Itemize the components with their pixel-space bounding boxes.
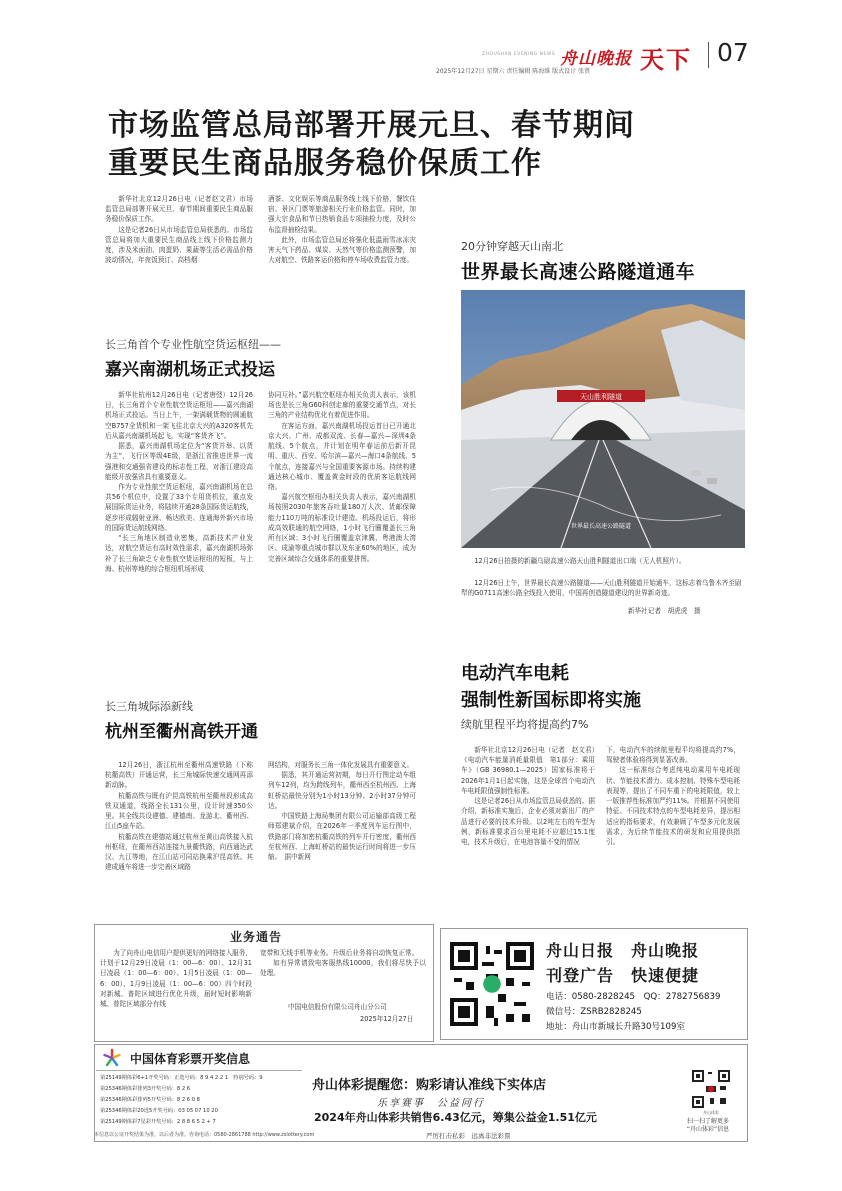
lead-headline (108, 107, 635, 183)
lottery-slogan-1: 舟山体彩提醒您：购彩请认准线下实体店 (312, 1078, 547, 1093)
qr-pattern (690, 1068, 732, 1110)
jiaxing-body-col2 (268, 390, 416, 564)
lottery-qr-caption: 扫一扫了解更多 “舟山体彩”信息 (686, 1118, 730, 1134)
notice-body-col2 (260, 948, 426, 979)
ev-body-col2 (606, 745, 740, 847)
lead-headline-line2: 重要民生商品服务稳价保质工作 (108, 146, 542, 181)
paragraph: 新华社杭州12月26日电（记者唐弢）12月26日，长三角首个专业性航空货运枢纽——嘉兴南湖机场正式投运。当日上午，一架满载货物的圆通航空B757全货机和一架飞往北京大兴的A320客机先后从嘉兴南湖机场起飞，实现“客货齐飞”。 (105, 391, 253, 440)
notice-signer: 中国电信股份有限公司舟山分公司 (288, 1003, 387, 1011)
hangzhou-body-col2 (268, 760, 416, 862)
tunnel-caption-1: 12月26日拍摄的新疆乌尉高速公路天山胜利隧道出口端（无人机照片）。 (474, 557, 686, 565)
ev-headline-line2: 强制性新国标即将实施 (461, 690, 641, 711)
qr-code-icon[interactable] (446, 938, 538, 1030)
notice-date: 2025年12月27日 (360, 1015, 414, 1023)
paragraph: 杭衢高铁在建德站通过杭州至黄山高铁接入杭州枢纽，在衢州西站连接九景衢铁路，向西通达武汉、九江等地，在江山站可同站换乘沪昆高铁。其建成通车将进一步完善区域路 (105, 832, 253, 872)
tunnel-caption-2: 12月26日上午，世界最长高速公路隧道——天山胜利隧道开始通车，这标志着乌鲁木齐至尉犁的G0711高速公路全线投入使用，中国再创造隧道建设的世界新奇迹。 (461, 579, 742, 598)
paragraph: 这一标准综合考虑纯电动乘用车电耗现状、节能技术潜力、成本控制、特殊车型电耗表现等，提出了不同车重下的电耗限值，较上一版推荐性标准加严约11%。并根据不同使用特征、不同技术特点的车型电耗差异，提出相适应的指标要求，有效兼顾了车型多元化发展需求，为后续节能技术的研发和应用提供指引。 (606, 766, 740, 846)
ad-phone: 电话：0580-2828245 QQ：2782756839 (546, 992, 721, 1002)
notice-body-col1: 为了向舟山电信用户提供更好的网络接入服务，计划于12月29日凌晨（1：00—6：00）、12月31日凌晨（1：00—6：00）、1月5日凌晨（1：00—6：00）、1月9日凌晨（1：00—6：00）四个时段对新城、普陀区域进行优化升级，届时短时影响新城、普陀区域部分有线 (100, 949, 252, 1009)
lottery-slogan-2: 乐享赛事 公益同行 (377, 1098, 485, 1109)
paragraph: 网结构，对服务长三角一体化发展具有重要意义。 (268, 761, 414, 769)
paragraph: 下，电动汽车的续航里程平均将提高约7%，驾驶者体验将得到显著改善。 (606, 746, 740, 765)
masthead-logo: 舟山晚报 (560, 49, 632, 69)
paragraph: 协同互补。”嘉兴航空枢纽办相关负责人表示，该机场也是长三角G60科创走廊的重要交通节点，对长三角的产业结构优化有着促进作用。 (268, 391, 416, 420)
paragraph: 据悉，其开通运营初期，每日开行图定动车组列车12列，均为跨线列车，衢州西至杭州西、上海虹桥站最快分别为1小时13分钟、2小时37分钟可达。 (268, 771, 416, 810)
tunnel-photo (461, 290, 745, 548)
ev-subtitle: 续航里程平均将提高约7% (461, 718, 589, 731)
hangzhou-kicker: 长三角城际添新线 (105, 700, 193, 713)
lottery-result: 第25346期体彩排列3开奖号码：8 2 6 (100, 1086, 191, 1092)
paragraph: 酒茶、文化娱乐等商品服务线上线下价格，餐饮住宿、景区门票等旅游相关行业价格监管。同时，加强大宗食品和节日热销食品专项抽检力度，及时公布监督抽检结果。 (268, 195, 416, 234)
paragraph: 嘉兴航空枢纽办相关负责人表示，嘉兴南湖机场按照2030年旅客吞吐量180万人次、货邮保障能力110万吨的标准设计建造。机场投运后，将形成高效联通的航空网络，1小时飞行圈覆盖长三角所有区域；3小时飞行圈覆盖京津冀、粤港澳大湾区、成渝等重点城市群以及东亚60%的地区，成为完善区域综合交通体系的重要拼图。 (268, 493, 416, 563)
ad-wechat: 微信号：ZSRB2828245 (546, 1007, 642, 1017)
jiaxing-headline: 嘉兴南湖机场正式投运 (105, 360, 275, 380)
lottery-result: 第25346期体彩20选5开奖号码：03 05 07 10 20 (100, 1108, 218, 1114)
lottery-qr-tag: 舟山体彩 (703, 1110, 719, 1115)
jiaxing-body-col1 (105, 390, 253, 574)
tunnel-headline: 世界最长高速公路隧道通车 (461, 261, 696, 283)
paragraph: 中国铁路上海局集团有限公司运输部高级工程师郑建斌介绍，在2026年一季度列车运行图中，铁路部门将加密杭衢高铁的列车开行密度，衢州西至杭州西、上海虹桥站的最快运行时间将进一步压缩。 据中新网 (268, 812, 416, 861)
tunnel-banner-text: 世界最长高速公路隧道 (570, 523, 632, 530)
paragraph: 新华社北京12月26日电（记者 赵文君）《电动汽车能量消耗量限值 第1部分：乘用车》（GB 36980.1—2025）国家标准将于2026年1月1日起实施，这是全球首个电动汽车电耗限值强制性标准。 (461, 746, 595, 795)
paragraph: 作为专业性航空货运枢纽，嘉兴南湖机场在总共56个机位中，设置了33个专用货机位，重点发展国际货运业务，将陆续开通28条国际货运航线，逐步形成辐射亚洲、畅达欧美、连通海外新兴市场的国际货运航线网络。 (105, 482, 253, 532)
paragraph: 在客运方面，嘉兴南湖机场投运首日已开通北京大兴、广州、成都双流、长春—嘉兴—深圳4条航线、5个航点，并计划在明年春运前后新开昆明、重庆、西安、哈尔滨—嘉兴—海口4条航线、5个航点，连接嘉兴与全国重要客源市场。持续构建通达核心城市、覆盖黄金时段的优质客运航线网络。 (268, 421, 416, 491)
lottery-title: 中国体育彩票开奖信息 (130, 1052, 251, 1066)
ev-headline (461, 660, 641, 714)
ev-headline-line1: 电动汽车电耗 (461, 663, 569, 684)
lead-body-col1 (105, 194, 253, 266)
lottery-result: 第25149期体彩6+1开奖号码：正选号码：8 9 4 2 2 1 特别号码：9 (100, 1075, 263, 1081)
ad-headline-1: 舟山日报 舟山晚报 (546, 941, 700, 960)
lottery-slogan-4: 严厉打击私彩 远离非法彩票 (426, 1132, 511, 1140)
divider (708, 42, 709, 68)
hangzhou-body-col1 (105, 760, 253, 872)
paragraph: 这是记者26日从市场监管总局获悉的。市场监管总局将加大重要民生商品线上线下价格监测力度，涉及米面油、肉蛋奶、果蔬等生活必需品价格波动情况，年夜饭预订、高档烟 (105, 225, 253, 265)
divider (96, 1070, 302, 1071)
tunnel-credit: 新华社记者 胡虎虎 摄 (628, 607, 701, 615)
lottery-qr-icon[interactable] (690, 1068, 732, 1110)
paragraph: “长三角地区制造业密集，高新技术产业发达，对航空货运有高时效性需求，嘉兴南湖机场弥补了长三角缺乏专业性航空货运枢纽的短板，与上海、杭州等地的综合枢纽机场形成 (105, 534, 253, 573)
paragraph: 这是记者26日从市场监管总局获悉的。据介绍，新标准实施后，企业必须对新出厂的产品进行必要的技术升级。以2吨左右的车型为例，新标准要求百公里电耗不应超过15.1度电，技术升级后，在电池容量不变的情况 (461, 797, 595, 846)
paragraph: 此外，市场监管总局还将强化低温雨雪冰冻灾害天气下药品、煤炭、天然气等价格监测预警，加大对航空、铁路客运价格和停车场收费监管力度。 (268, 235, 416, 265)
jiaxing-kicker: 长三角首个专业性航空货运枢纽—— (105, 338, 281, 351)
tunnel-photo-illustration (461, 290, 745, 548)
qr-pattern (446, 938, 538, 1030)
lottery-footnote: 本信息以公证开奖结果为准，以后者为准。咨询电话：0580-2861788 http://www.zslottery.com (94, 1132, 315, 1138)
paragraph: 杭衢高铁与既有沪昆高铁杭州至衢州段形成高铁双通道，线路全长131公里，设计时速350公里。其全线共设建德、建德南、龙游北、衢州西、江山5座车站。 (105, 791, 253, 831)
lottery-slogan-3: 2024年舟山体彩共销售6.43亿元，筹集公益金1.51亿元 (314, 1111, 597, 1124)
paragraph: 据悉，嘉兴南湖机场定位为“客货并举、以货为主”，飞行区等级4E级，是浙江省推进世界一流强港和交通强省建设的标志性工程，对浙江建设高能级开放强省具有重要意义。 (105, 442, 253, 481)
page-number: 07 (717, 38, 749, 67)
hangzhou-headline: 杭州至衢州高铁开通 (105, 722, 258, 742)
ad-address: 地址：舟山市新城长升路30号109室 (546, 1022, 686, 1032)
paragraph: 宽带和无线手机等业务。升级后业务将自动恢复正常。 (260, 949, 419, 957)
lottery-result: 第25149期体彩7星彩开奖号码：2 8 8 6 5 2 + 7 (100, 1119, 216, 1125)
tunnel-kicker: 20分钟穿越天山南北 (461, 240, 563, 253)
paragraph: 如有异常请致电客服热线10000，我们将尽快予以处理。 (260, 959, 426, 978)
paragraph: 新华社北京12月26日电（记者赵文君）市场监管总局部署开展元旦、春节期间重要民生商品服务稳价保质工作。 (105, 195, 253, 224)
star-logo (102, 1048, 122, 1068)
lottery-result: 第25346期体彩排列5开奖号码：8 2 6 0 8 (100, 1097, 200, 1103)
lead-body-col2 (268, 194, 416, 266)
paragraph: 12月26日，浙江杭州至衢州高速铁路（下称杭衢高铁）开通运营，长三角城际快速交通网再添新动脉。 (105, 761, 253, 790)
notice-title: 业务通告 (230, 930, 283, 944)
dateline: 2025年12月27日 星期六 责任编辑 陈海维 版式设计 张贤 (436, 68, 591, 75)
lottery-star-icon (102, 1048, 122, 1068)
ev-body-col1 (461, 745, 595, 847)
masthead-english: ZHOUSHAN EVENING NEWS (482, 52, 556, 57)
ad-headline-2: 刊登广告 快速便捷 (546, 966, 700, 985)
lead-headline-line1: 市场监管总局部署开展元旦、春节期间 (108, 108, 635, 143)
tunnel-sign-text: 天山胜利隧道 (580, 393, 622, 401)
section-name: 天下 (640, 45, 692, 74)
